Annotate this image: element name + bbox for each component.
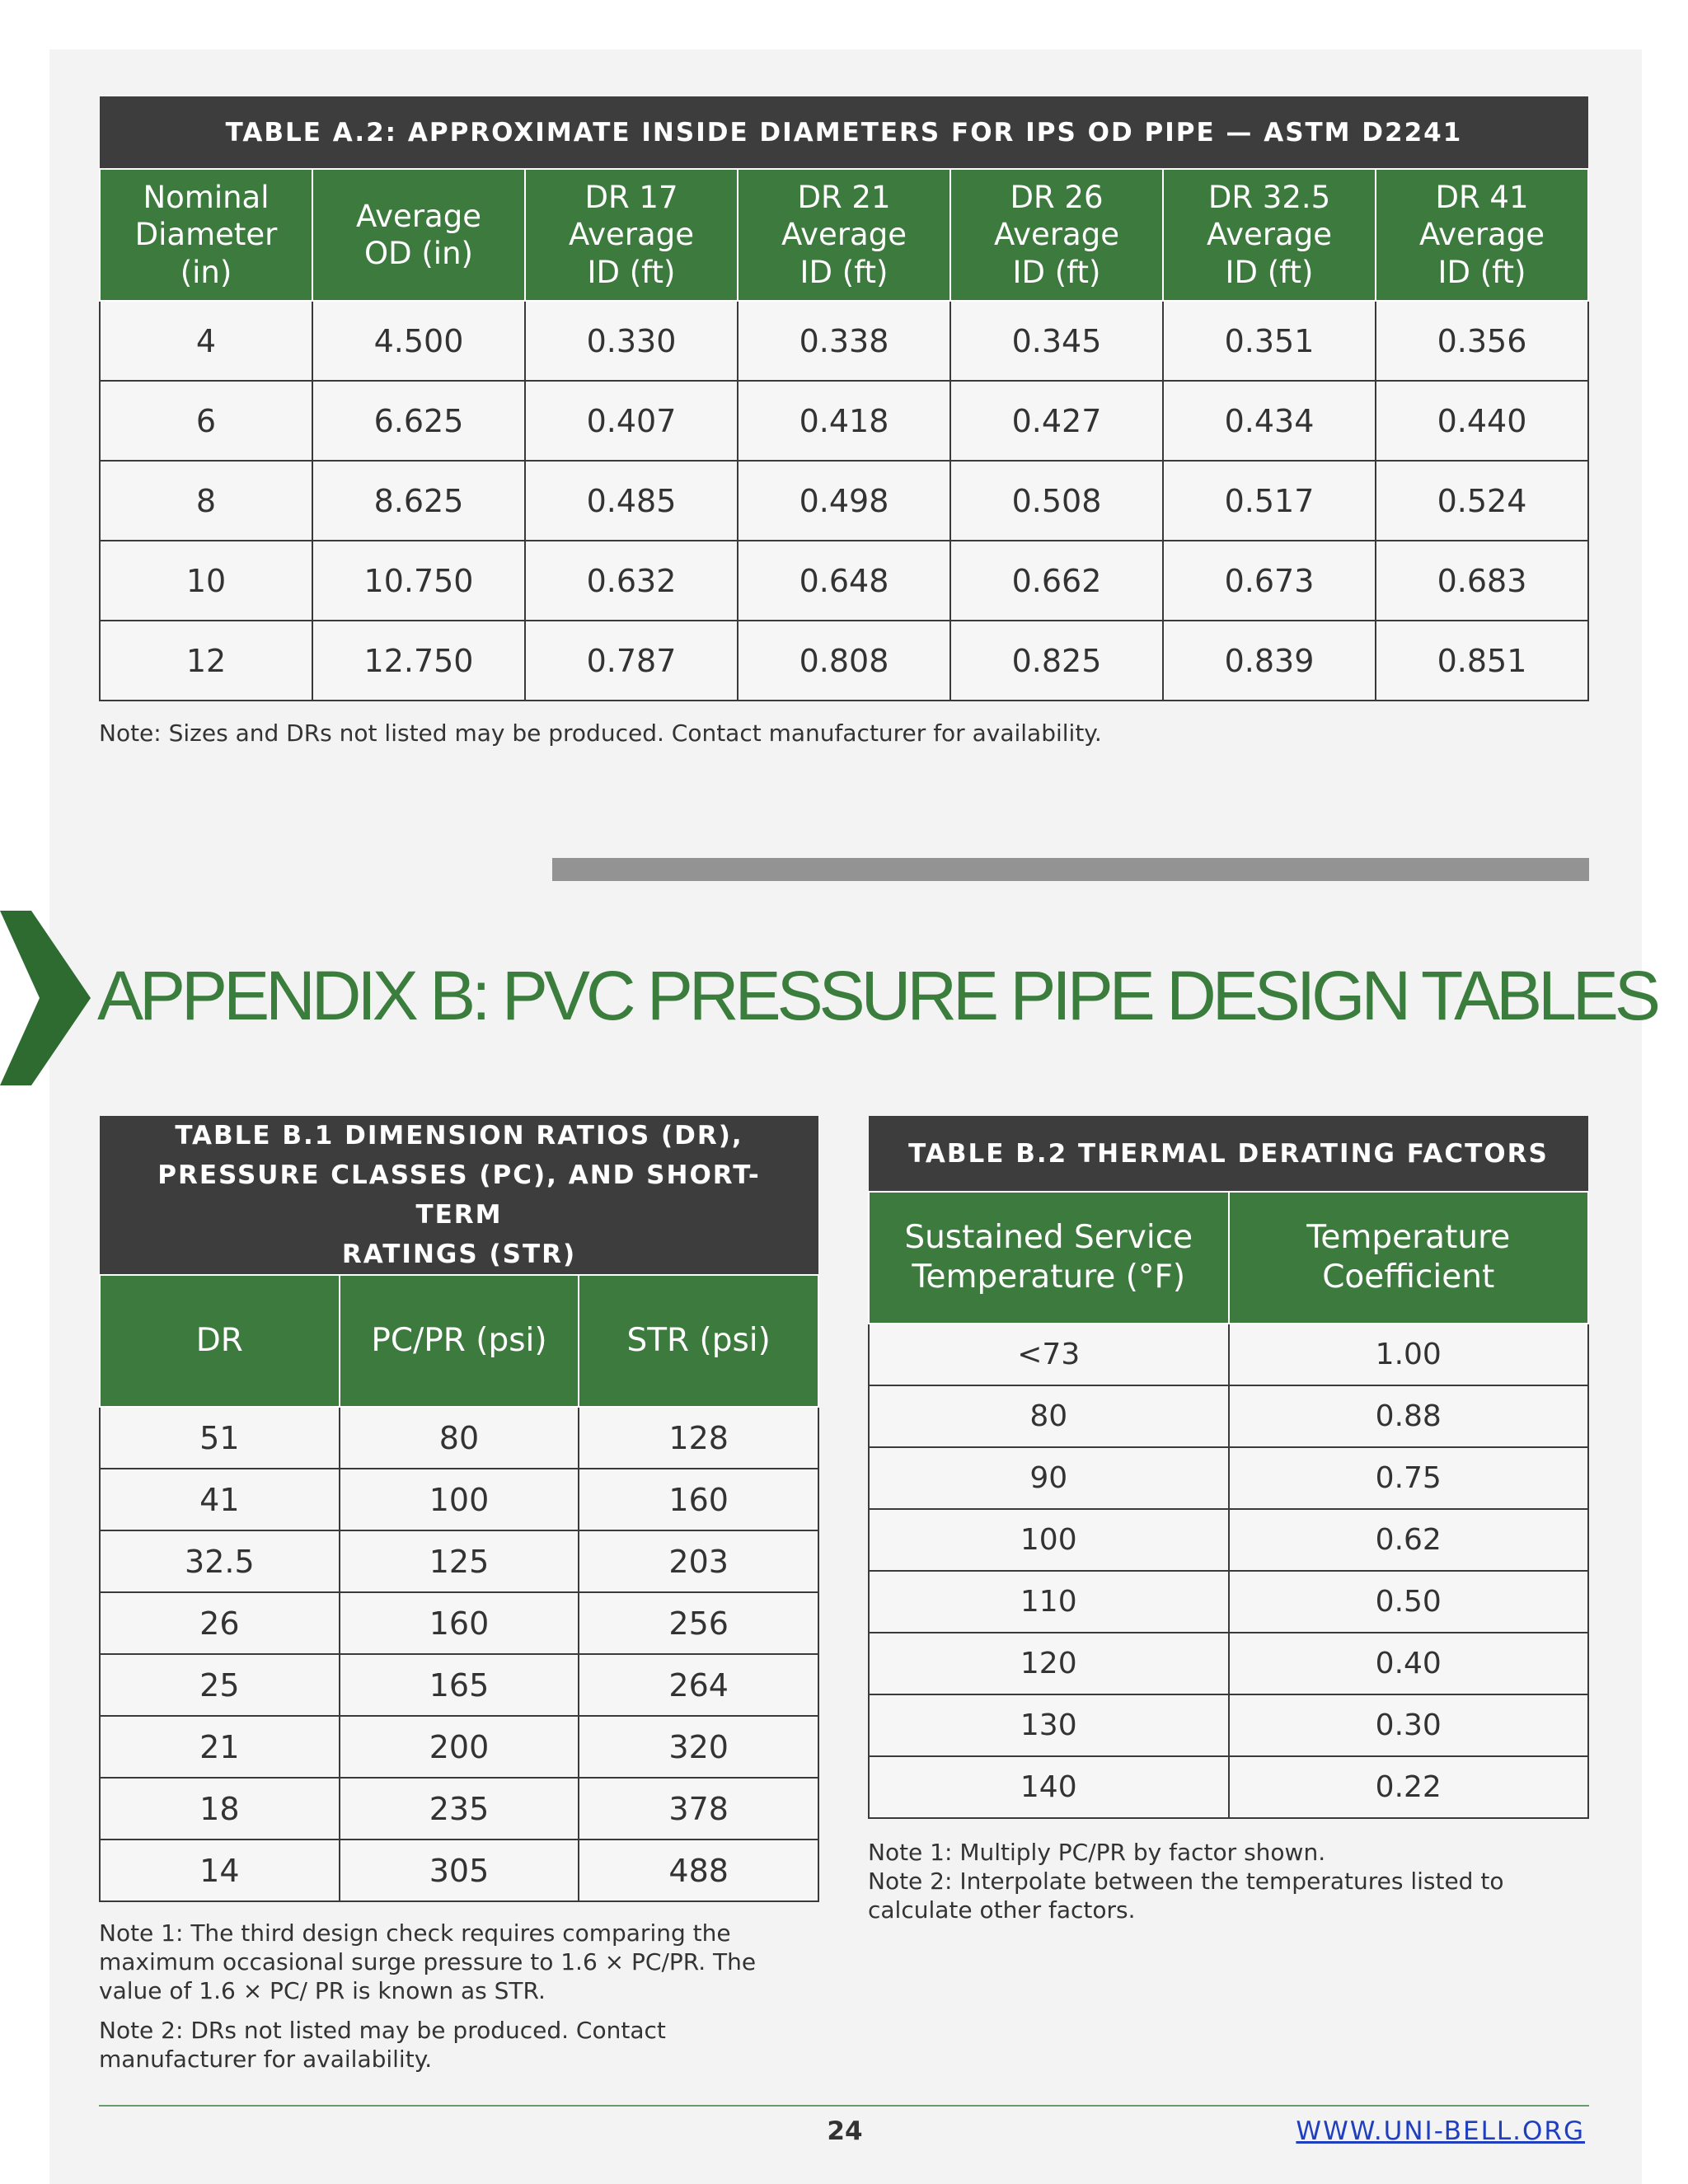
table-a2-cell: 0.330 <box>525 301 738 381</box>
table-b1-title-line: PRESSURE CLASSES (PC), AND SHORT-TERM <box>157 1160 761 1230</box>
table-b2-cell: 110 <box>869 1571 1229 1633</box>
table-b2-cell: 0.40 <box>1229 1633 1589 1694</box>
table-b1-cell: 32.5 <box>100 1530 340 1592</box>
table-b2-row <box>869 1633 1588 1694</box>
table-a2-header-line: Nominal <box>143 180 270 216</box>
table-a2-cell: 0.632 <box>525 541 738 621</box>
table-a2-header-line: Average <box>1207 217 1332 253</box>
table-b2-header-line: Coefficient <box>1322 1258 1495 1296</box>
table-a2-row <box>100 461 1588 541</box>
table-a2-cell: 12 <box>100 621 312 701</box>
table-b1-row <box>100 1592 818 1654</box>
table-a2-header-line: Average <box>569 217 694 253</box>
table-a2-header-line: ID (ft) <box>1225 254 1314 290</box>
table-a2-header-cell <box>1163 169 1376 301</box>
table-b1-cell: 18 <box>100 1778 340 1840</box>
page-number: 24 <box>827 2116 863 2146</box>
table-a2-header-line: DR 26 <box>1010 180 1104 216</box>
table-a2-cell: 12.750 <box>312 621 525 701</box>
table-a2-header-line: DR 21 <box>797 180 891 216</box>
table-b1-cell: 80 <box>340 1407 579 1469</box>
table-b2-cell: <73 <box>869 1324 1229 1385</box>
table-a2-header-line: OD (in) <box>364 236 473 271</box>
table-b2-cell: 0.50 <box>1229 1571 1589 1633</box>
table-a2-row <box>100 621 1588 701</box>
table-b2-cell: 0.30 <box>1229 1694 1589 1756</box>
table-b1-cell: 256 <box>579 1592 818 1654</box>
table-b2-header-row <box>869 1192 1588 1324</box>
table-b2-title: TABLE B.2 THERMAL DERATING FACTORS <box>869 1116 1588 1192</box>
table-b1-cell: 320 <box>579 1716 818 1778</box>
table-a2-cell: 0.825 <box>950 621 1163 701</box>
table-b2-row <box>869 1756 1588 1818</box>
table-a2-cell: 0.440 <box>1376 381 1588 461</box>
table-b1-header-cell: STR (psi) <box>579 1275 818 1407</box>
table-b1-cell: 203 <box>579 1530 818 1592</box>
table-a2-header-line: DR 32.5 <box>1207 180 1331 216</box>
table-a2-header-line: ID (ft) <box>1012 254 1101 290</box>
table-a2-cell: 0.418 <box>738 381 950 461</box>
table-a2-row <box>100 541 1588 621</box>
table-b1-cell: 264 <box>579 1654 818 1716</box>
table-b1 <box>99 1116 819 1902</box>
table-b1-title-line: TABLE B.1 DIMENSION RATIOS (DR), <box>175 1121 743 1151</box>
table-a2-cell: 6.625 <box>312 381 525 461</box>
table-b1-row <box>100 1840 818 1901</box>
table-a2-row <box>100 301 1588 381</box>
table-a2-cell: 0.345 <box>950 301 1163 381</box>
appendix-title: APPENDIX B: PVC PRESSURE PIPE DESIGN TABLES <box>97 957 1657 1034</box>
table-b2-note-2: Note 2: Interpolate between the temperatures listed to calculate other factors. <box>868 1868 1504 1924</box>
table-a2-body <box>100 301 1588 701</box>
table-b1-cell: 305 <box>340 1840 579 1901</box>
table-a2-cell: 0.683 <box>1376 541 1588 621</box>
table-b2-row <box>869 1385 1588 1447</box>
table-b2-row <box>869 1447 1588 1509</box>
table-a2-cell: 0.427 <box>950 381 1163 461</box>
table-b1-title <box>100 1116 818 1275</box>
table-a2-cell: 0.673 <box>1163 541 1376 621</box>
table-b2-cell: 90 <box>869 1447 1229 1509</box>
table-b2-header-cell <box>1229 1192 1589 1324</box>
table-a2 <box>99 96 1589 701</box>
table-b1-note-1: Note 1: The third design check requires comparing the maximum occasional surge pressure to 1.6 × PC/PR. The value of 1.6 × PC/ PR is known as STR. <box>99 1919 757 2004</box>
table-b1-cell: 378 <box>579 1778 818 1840</box>
table-b1-title-line: RATINGS (STR) <box>341 1240 577 1270</box>
table-b2 <box>868 1116 1589 1819</box>
table-b2-notes <box>868 1838 1511 1924</box>
table-a2-cell: 0.498 <box>738 461 950 541</box>
table-a2-cell: 0.351 <box>1163 301 1376 381</box>
table-b1-row <box>100 1407 818 1469</box>
table-b1-cell: 100 <box>340 1469 579 1530</box>
table-a2-cell: 0.787 <box>525 621 738 701</box>
table-b1-header-row <box>100 1275 818 1407</box>
table-a2-header-cell <box>1376 169 1588 301</box>
table-b1-cell: 14 <box>100 1840 340 1901</box>
table-b2-header-line: Temperature <box>1306 1219 1511 1257</box>
table-a2-header-cell <box>312 169 525 301</box>
table-a2-header-cell <box>950 169 1163 301</box>
chevron-right-icon <box>0 911 91 1085</box>
table-a2-header-line: DR 41 <box>1435 180 1529 216</box>
table-b1-cell: 160 <box>579 1469 818 1530</box>
table-a2-cell: 6 <box>100 381 312 461</box>
table-b1-row <box>100 1716 818 1778</box>
website-link[interactable]: WWW.UNI-BELL.ORG <box>1296 2116 1585 2146</box>
table-b1-cell: 165 <box>340 1654 579 1716</box>
table-b1-cell: 128 <box>579 1407 818 1469</box>
table-a2-cell: 4 <box>100 301 312 381</box>
footer-divider <box>99 2105 1589 2107</box>
table-b1-cell: 51 <box>100 1407 340 1469</box>
table-b1-header-cell: DR <box>100 1275 340 1407</box>
table-b1-cell: 125 <box>340 1530 579 1592</box>
table-a2-title: TABLE A.2: APPROXIMATE INSIDE DIAMETERS FOR IPS OD PIPE — ASTM D2241 <box>100 96 1588 169</box>
table-b2-row <box>869 1694 1588 1756</box>
table-a2-header-cell <box>525 169 738 301</box>
table-a2-cell: 0.524 <box>1376 461 1588 541</box>
table-a2-header-line: Average <box>994 217 1119 253</box>
table-a2-cell: 0.517 <box>1163 461 1376 541</box>
table-a2-header-line: ID (ft) <box>1437 254 1526 290</box>
table-a2-header-line: DR 17 <box>584 180 678 216</box>
table-b2-cell: 0.22 <box>1229 1756 1589 1818</box>
table-b2-header-line: Temperature (°F) <box>912 1258 1186 1296</box>
table-a2-header-line: ID (ft) <box>799 254 889 290</box>
table-b1-row <box>100 1654 818 1716</box>
table-b1-header-cell: PC/PR (psi) <box>340 1275 579 1407</box>
table-a2-header-line: Diameter <box>134 217 278 253</box>
table-b1-cell: 21 <box>100 1716 340 1778</box>
table-b2-row <box>869 1571 1588 1633</box>
table-b1-cell: 26 <box>100 1592 340 1654</box>
table-a2-header-line: Average <box>781 217 907 253</box>
table-a2-header-line: Average <box>356 198 481 234</box>
table-b2-cell: 130 <box>869 1694 1229 1756</box>
table-a2-cell: 0.338 <box>738 301 950 381</box>
table-a2-cell: 0.808 <box>738 621 950 701</box>
table-b2-cell: 0.88 <box>1229 1385 1589 1447</box>
table-a2-header-line: Average <box>1419 217 1545 253</box>
table-b2-header-cell <box>869 1192 1229 1324</box>
table-a2-cell: 0.485 <box>525 461 738 541</box>
table-b1-cell: 488 <box>579 1840 818 1901</box>
table-a2-cell: 0.508 <box>950 461 1163 541</box>
table-b2-cell: 1.00 <box>1229 1324 1589 1385</box>
table-a2-cell: 0.356 <box>1376 301 1588 381</box>
table-a2-cell: 4.500 <box>312 301 525 381</box>
table-b2-header-line: Sustained Service <box>904 1219 1193 1257</box>
table-a2-cell: 0.851 <box>1376 621 1588 701</box>
table-a2-cell: 0.407 <box>525 381 738 461</box>
table-a2-note: Note: Sizes and DRs not listed may be produced. Contact manufacturer for availability. <box>99 719 1102 747</box>
table-a2-row <box>100 381 1588 461</box>
table-a2-cell: 10.750 <box>312 541 525 621</box>
table-a2-cell: 10 <box>100 541 312 621</box>
table-a2-cell: 0.839 <box>1163 621 1376 701</box>
table-b2-row <box>869 1509 1588 1571</box>
table-b2-cell: 100 <box>869 1509 1229 1571</box>
table-a2-cell: 0.662 <box>950 541 1163 621</box>
table-b1-cell: 41 <box>100 1469 340 1530</box>
table-a2-cell: 0.434 <box>1163 381 1376 461</box>
table-b2-body <box>869 1324 1588 1818</box>
table-b1-cell: 25 <box>100 1654 340 1716</box>
table-a2-cell: 0.648 <box>738 541 950 621</box>
table-b1-cell: 200 <box>340 1716 579 1778</box>
section-divider-bar <box>552 858 1589 881</box>
table-b1-row <box>100 1530 818 1592</box>
table-b1-note-2: Note 2: DRs not listed may be produced. Contact manufacturer for availability. <box>99 2017 666 2073</box>
table-b2-cell: 80 <box>869 1385 1229 1447</box>
table-b2-cell: 140 <box>869 1756 1229 1818</box>
table-b1-row <box>100 1469 818 1530</box>
table-a2-header-line: ID (ft) <box>587 254 676 290</box>
table-b2-cell: 120 <box>869 1633 1229 1694</box>
table-b2-cell: 0.75 <box>1229 1447 1589 1509</box>
table-a2-header-row <box>100 169 1588 301</box>
table-b1-notes <box>99 1919 824 2084</box>
table-b2-cell: 0.62 <box>1229 1509 1589 1571</box>
table-b1-cell: 160 <box>340 1592 579 1654</box>
table-a2-cell: 8 <box>100 461 312 541</box>
table-a2-cell: 8.625 <box>312 461 525 541</box>
table-a2-header-line: (in) <box>180 254 232 290</box>
table-a2-header-cell <box>100 169 312 301</box>
table-b1-body <box>100 1407 818 1901</box>
table-b2-note-1: Note 1: Multiply PC/PR by factor shown. <box>868 1839 1326 1866</box>
table-b1-row <box>100 1778 818 1840</box>
table-a2-header-cell <box>738 169 950 301</box>
table-b2-row <box>869 1324 1588 1385</box>
table-b1-cell: 235 <box>340 1778 579 1840</box>
